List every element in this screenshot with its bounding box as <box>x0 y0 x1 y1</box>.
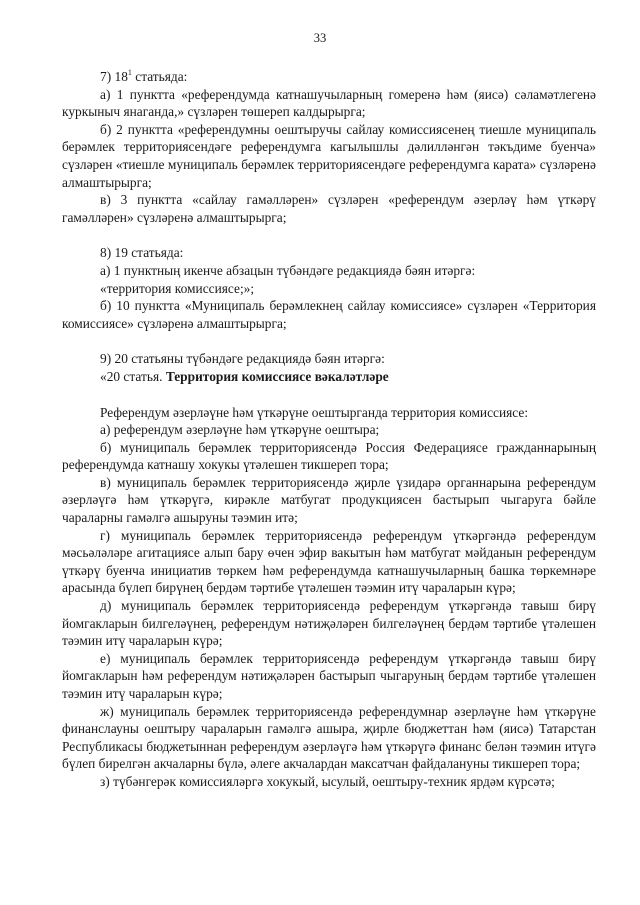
article-20-prefix: «20 статья. <box>100 368 166 384</box>
section-7-item-a: а) 1 пунктта «референдумда катнашучыларның гомеренә һәм (яисә) сәламәтлегенә куркыныч янаганда,» сүзләрен төшереп калдырырга; <box>62 86 596 120</box>
spacer <box>62 226 596 244</box>
article-item-v: в) муниципаль берәмлек территориясендә җирле үзидарә органнарына референдум әзерләүгә һәм үткәрүгә, кирәкле матбугат продукциясен бастырып чыгаруга бәйле чараларны гамәлгә ашыруны тәэмин итә; <box>62 474 596 526</box>
document-body <box>62 68 596 791</box>
section-7-heading-superscript: 1 <box>127 68 132 77</box>
article-item-z: з) түбәнгерәк комиссияләргә хокукый, ысулый, оештыру-техник ярдәм күрсәтә; <box>100 773 555 789</box>
article-item-g: г) муниципаль берәмлек территориясендә референдум үткәргәндә референдум мәсьәләләре агитациясе алып бару өчен эфир вакытын һәм матбугат мәйданын референдум үткәрү буенча инициатив төркем һәм референдумда катнашучыларның башка төркемнәре арасында бүлеп бирүнең бердәм тәртибе үтәлешен тәэмин итү чараларын күрә; <box>62 527 596 596</box>
article-item-b: б) муниципаль берәмлек территориясендә Россия Федерациясе гражданнарының референдумда катнашу хокукы үтәлешен тикшереп тора; <box>62 439 596 473</box>
article-intro: Референдум әзерләүне һәм үткәрүне оештырганда территория комиссиясе: <box>100 404 529 420</box>
article-20-title-text: Территория комиссиясе вәкаләтләре <box>165 368 389 384</box>
section-7-item-v: в) 3 пунктта «сайлау гамәлләрен» сүзләрен «референдум әзерләү һәм үткәрү гамәлләрен» сүзләренә алмаштырырга; <box>62 192 596 225</box>
section-7-heading <box>62 68 596 86</box>
article-item-a: а) референдум әзерләүне һәм үткәрүне оештыра; <box>100 422 380 438</box>
section-8-item-a: а) 1 пунктның икенче абзацын түбәндәге редакциядә бәян итәргә: <box>100 262 476 278</box>
section-7-item-b: б) 2 пунктта «референдумны оештыручы сайлау комиссиясенең тиешле муниципаль берәмлек территориясендәге референдумга кагылышлы дәлилләнгән тәкъдиме буенча» сүзләрен «тиешле муниципаль берәмлек территориясендәге референдумга карата» сүзләренә алмаштырырга; <box>62 121 596 190</box>
article-20-title <box>62 368 596 386</box>
spacer <box>62 386 596 404</box>
article-item-e: е) муниципаль берәмлек территориясендә референдум үткәргәндә тавыш бирү йомгакларын һәм референдум нәтиҗәләрен бастырып чыгаруның бердәм тәртибе үтәлешен тәэмин итү чараларын күрә; <box>62 650 596 701</box>
section-7-heading-main: 7) 18 <box>100 69 128 84</box>
page-number: 33 <box>313 31 327 45</box>
spacer <box>62 332 596 350</box>
section-8-item-a-quote: «территория комиссиясе;»; <box>100 280 255 296</box>
section-7-heading-tail: статьяда: <box>131 69 188 84</box>
section-8-item-b: б) 10 пунктта «Муниципаль берәмлекнең сайлау комиссиясе» сүзләрен «Территория комиссиясе» сүзләренә алмаштырырга; <box>62 298 596 331</box>
section-8-heading: 8) 19 статьяда: <box>100 245 184 261</box>
section-9-heading: 9) 20 статьяны түбәндәге редакциядә бәян итәргә: <box>100 351 385 367</box>
article-item-zh: ж) муниципаль берәмлек территориясендә референдумнар әзерләүне һәм үткәрүне финанслауны оештыру чараларын гамәлгә ашыра, җирле бюджеттан һәм (яисә) Татарстан Республикасы бюджетыннан референдум әзерләүгә һәм үткәрүгә финанс белән тәэмин итүгә бүлеп бирелгән акчаларны бүлә, әлеге акчалардан максатчан файдалануны тикшереп тора; <box>62 703 596 772</box>
article-item-d: д) муниципаль берәмлек территориясендә референдум үткәргәндә тавыш бирү йомгакларын билгеләүнең, референдум нәтиҗәләрен билгеләүнең бердәм тәртибе үтәлешен тәэмин итү чараларын күрә; <box>62 598 596 649</box>
